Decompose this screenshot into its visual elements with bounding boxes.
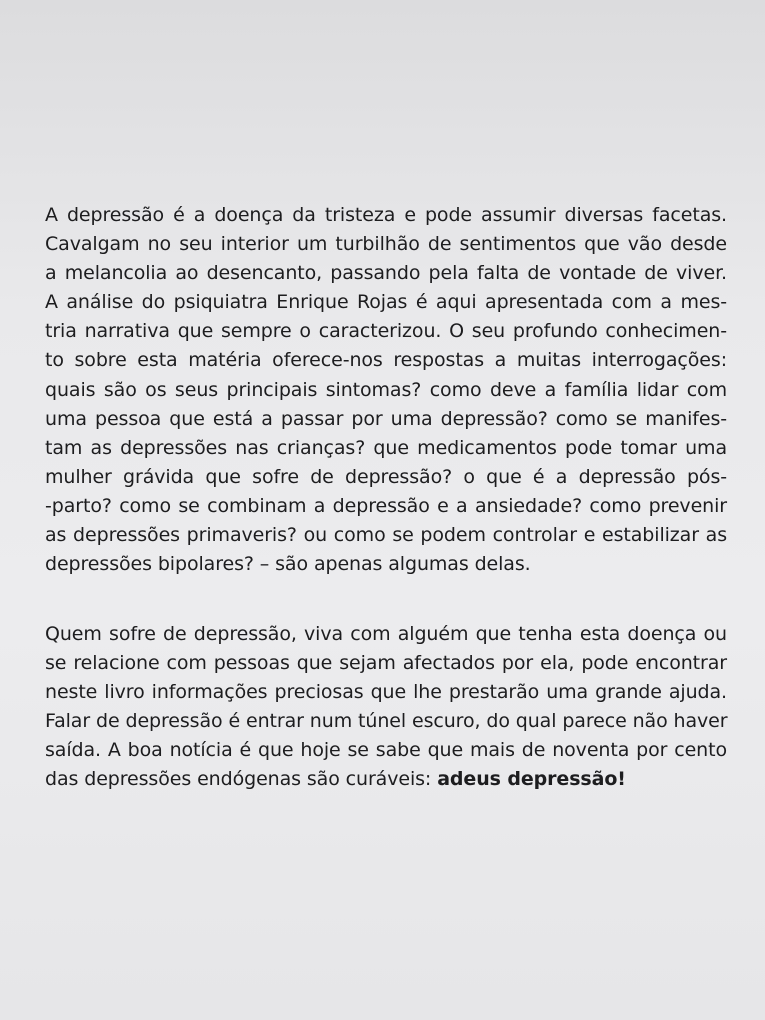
text-line: se relacione com pessoas que sejam afectados por ela, pode encontrar	[45, 652, 727, 675]
text-line: to sobre esta matéria oferece-nos respostas a muitas interrogações:	[45, 349, 727, 372]
text-line: saída. A boa notícia é que hoje se sabe que mais de noventa por cento	[45, 739, 727, 762]
bold-closing-phrase: adeus depressão!	[437, 768, 626, 791]
text-line: uma pessoa que está a passar por uma depressão? como se manifes-	[45, 407, 727, 430]
text-line: quais são os seus principais sintomas? como deve a família lidar com	[45, 378, 727, 401]
text-line: depressões bipolares? – são apenas algumas delas.	[45, 553, 531, 576]
paragraph-audience	[45, 620, 727, 795]
text-line: A depressão é a doença da tristeza e pode assumir diversas facetas.	[45, 204, 727, 226]
text-line: tam as depressões nas crianças? que medicamentos pode tomar uma	[45, 436, 727, 459]
text-line: Falar de depressão é entrar num túnel escuro, do qual parece não haver	[45, 710, 728, 733]
text-line: -parto? como se combinam a depressão e a ansiedade? como prevenir	[45, 494, 727, 517]
text-line-prefix: das depressões endógenas são curáveis:	[45, 768, 438, 791]
paragraph-synopsis	[45, 201, 727, 579]
text-line-final	[45, 765, 727, 794]
text-line: mulher grávida que sofre de depressão? o que é a depressão pós-	[45, 465, 727, 488]
text-line: as depressões primaveris? ou como se podem controlar e estabilizar as	[45, 524, 727, 547]
text-line: Quem sofre de depressão, viva com alguém que tenha esta doença ou	[45, 623, 727, 645]
text-line: Cavalgam no seu interior um turbilhão de sentimentos que vão desde	[45, 233, 727, 256]
text-line: a melancolia ao desencanto, passando pela falta de vontade de viver.	[45, 262, 727, 285]
text-line: neste livro informações preciosas que lhe prestarão uma grande ajuda.	[45, 681, 727, 704]
text-line: A análise do psiquiatra Enrique Rojas é aqui apresentada com a mes-	[45, 291, 727, 314]
text-line: tria narrativa que sempre o caracterizou. O seu profundo conhecimen-	[45, 320, 727, 343]
